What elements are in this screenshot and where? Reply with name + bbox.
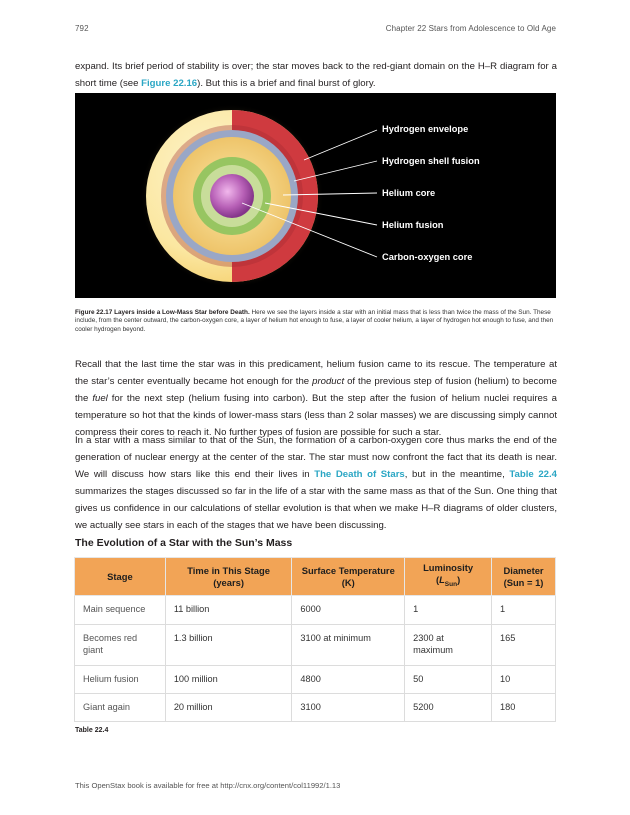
label-hydrogen-shell-fusion: Hydrogen shell fusion bbox=[382, 156, 480, 166]
star-evolution-table bbox=[74, 557, 556, 722]
table-cell: 5200 bbox=[405, 694, 492, 722]
table-cell: Becomes red giant bbox=[75, 625, 166, 666]
table-cell: 50 bbox=[405, 666, 492, 694]
footer-note: This OpenStax book is available for free at http://cnx.org/content/col11992/1.13 bbox=[75, 781, 341, 790]
header-time-line1: Time in This Stage bbox=[187, 564, 270, 576]
table-cell: 4800 bbox=[292, 666, 405, 694]
header-luminosity bbox=[405, 558, 492, 596]
header-temperature bbox=[292, 558, 405, 596]
header-temp-line2: (K) bbox=[341, 576, 355, 588]
header-lum-symbol: L bbox=[439, 574, 445, 586]
header-temp-line1: Surface Temperature bbox=[301, 564, 395, 576]
carbon-oxygen-core bbox=[210, 174, 254, 218]
header-lum-line1: Luminosity bbox=[423, 562, 474, 574]
table-cell: 20 million bbox=[165, 694, 292, 722]
page-number: 792 bbox=[75, 24, 89, 33]
table-cell: Main sequence bbox=[75, 596, 166, 625]
header-diam-line1: Diameter bbox=[503, 564, 544, 576]
table-row bbox=[75, 694, 556, 722]
table-header-row bbox=[75, 558, 556, 596]
table-cell: 165 bbox=[492, 625, 556, 666]
table-title: The Evolution of a Star with the Sun’s Mass bbox=[75, 537, 293, 549]
header-lum-open: ( bbox=[435, 574, 440, 586]
table-cell: 1 bbox=[492, 596, 556, 625]
table-22-4-link[interactable]: Table 22.4 bbox=[509, 469, 558, 480]
star-layers-figure bbox=[75, 93, 556, 298]
table-row bbox=[75, 596, 556, 625]
intro-text-end: ). But this is a brief and final burst of glory. bbox=[197, 78, 376, 89]
header-diam-line2: (Sun = 1) bbox=[503, 576, 544, 588]
label-carbon-oxygen-core: Carbon-oxygen core bbox=[382, 252, 473, 262]
table-cell: 3100 at minimum bbox=[292, 625, 405, 666]
table-cell: 180 bbox=[492, 694, 556, 722]
header-stage-text: Stage bbox=[107, 570, 133, 582]
intro-text: expand. Its brief period of stability is over; the star moves back to the red-giant domain on the H–R diagram for a short time (see bbox=[75, 61, 557, 89]
figure-22-16-link[interactable]: Figure 22.16 bbox=[141, 78, 198, 89]
para2-text-3: summarizes the stages discussed so far in the life of a star with the same mass as that of the Sun. One thing that gives us confidence in our calculations of stellar evolution is that when we make H–R diagrams of older clusters, we actually see stars in each of the stages that we have been discussing. bbox=[75, 486, 557, 531]
header-time-line2: (years) bbox=[213, 576, 244, 588]
header-time bbox=[165, 558, 292, 596]
table-cell: 100 million bbox=[165, 666, 292, 694]
para1-text-2: of the previous step of fusion (helium) to become the bbox=[75, 376, 558, 404]
caption-text: Here we see the layers inside a star with an initial mass that is less than twice the mass of the Sun. These include, from the center outward, the carbon-oxygen core, a layer of helium hot enough to fuse, a layer of cooler helium, a layer of hydrogen hot enough to fuse, and then cooler hydrogen beyond. bbox=[75, 309, 554, 333]
leader-line-hydrogen-envelope bbox=[304, 130, 377, 160]
table-cell: 10 bbox=[492, 666, 556, 694]
table-cell: 3100 bbox=[292, 694, 405, 722]
header-lum-close: ) bbox=[457, 574, 461, 586]
table-row bbox=[75, 666, 556, 694]
table-label: Table 22.4 bbox=[75, 727, 109, 734]
para1-text-1: Recall that the last time the star was in this predicament, helium fusion came to its rescue. The temperature at the star’s center eventually became hot enough for the bbox=[75, 359, 557, 387]
header-lum-subscript: Sun bbox=[444, 580, 458, 588]
table-cell: Helium fusion bbox=[75, 666, 166, 694]
para1-text-3: for the next step (helium fusing into carbon). But the step after the fusion of helium nuclei requires a temperature so hot that the kinds of lower-mass stars (less than 2 solar masses) we are discussing simply cannot compress their cores to reach it. No further types of fusion are possible for such a star. bbox=[75, 393, 557, 438]
label-helium-core: Helium core bbox=[382, 188, 436, 198]
table-cell: 1 bbox=[405, 596, 492, 625]
table-cell: 1.3 billion bbox=[165, 625, 292, 666]
table-cell: Giant again bbox=[75, 694, 166, 722]
table-cell: 2300 at maximum bbox=[405, 625, 492, 666]
label-hydrogen-envelope: Hydrogen envelope bbox=[382, 124, 469, 134]
header-stage bbox=[75, 558, 166, 596]
star-layers-diagram bbox=[75, 93, 556, 298]
intro-paragraph bbox=[75, 58, 557, 92]
table-cell: 6000 bbox=[292, 596, 405, 625]
label-helium-fusion: Helium fusion bbox=[382, 220, 444, 230]
table-row bbox=[75, 625, 556, 666]
paragraph-helium-fusion bbox=[75, 356, 557, 441]
para1-emphasis-product: product bbox=[312, 376, 345, 387]
death-of-stars-link[interactable]: The Death of Stars bbox=[314, 469, 405, 480]
table-cell: 11 billion bbox=[165, 596, 292, 625]
header-diameter bbox=[492, 558, 556, 596]
paragraph-carbon-oxygen-core bbox=[75, 432, 557, 534]
chapter-header: Chapter 22 Stars from Adolescence to Old Age bbox=[385, 24, 556, 33]
para1-emphasis-fuel: fuel bbox=[92, 393, 108, 404]
para2-text-2: , but in the meantime, bbox=[404, 469, 510, 480]
figure-caption bbox=[75, 309, 557, 334]
para2-text-1: In a star with a mass similar to that of the Sun, the formation of a carbon-oxygen core thus marks the end of the generation of nuclear energy at the center of the star. The star must now confront the fact that its death is near. We will discuss how stars like this end their lives in bbox=[75, 435, 557, 480]
caption-title: Figure 22.17 Layers inside a Low-Mass Star before Death. bbox=[75, 309, 250, 316]
